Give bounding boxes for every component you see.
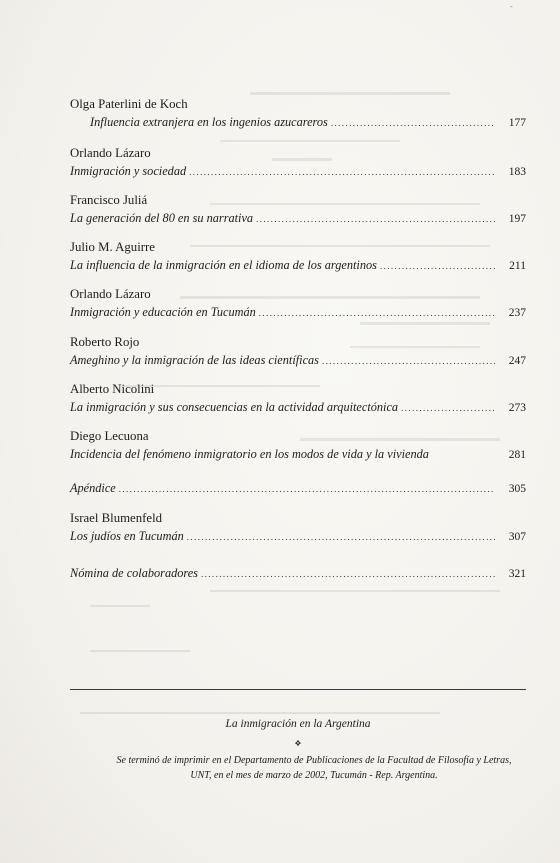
entry-author: Diego Lecuona [70,429,149,443]
entry-page-number: 247 [508,355,526,367]
ornament-icon: ❖ [294,739,302,748]
toc-entry [70,427,526,479]
toc-entry [70,191,526,238]
toc-entry [70,509,526,564]
toc-entry [70,479,526,509]
entry-page-number: 177 [508,117,526,129]
dot-leader [322,352,495,370]
dot-leader [259,304,495,322]
entry-title-row [70,303,526,321]
entry-title: Los judíos en Tucumán [70,529,184,543]
entry-title-row [70,209,526,227]
entry-title: La generación del 80 en su narrativa [70,211,254,225]
entry-title: Apéndice [70,481,116,495]
entry-title-row [70,162,526,180]
entry-page-number: 307 [508,531,526,543]
entry-title-row [70,398,526,416]
entry-page-number: 237 [508,307,526,319]
entry-title-row [70,113,526,131]
toc-entry [70,95,526,144]
entry-page-number: 183 [508,166,526,178]
entry-title: Incidencia del fenómeno inmigratorio en los modos de vida y la vivienda [70,447,429,461]
corner-mark: - [510,2,513,11]
colophon-rule [70,689,526,690]
dot-leader [401,399,495,417]
entry-author: Israel Blumenfeld [70,511,163,525]
entry-title: Ameghino y la inmigración de las ideas científicas [70,353,319,367]
colophon-book-title: La inmigración en la Argentina [225,718,371,730]
dot-leader [189,163,495,181]
colophon-imprint: Se terminó de imprimir en el Departamento de Publicaciones de la Facultad de Filosofía y Letras, UNT, en el mes de marzo de 2002, Tucumán - Rep. Argentina. [116,755,512,781]
entry-author: Alberto Nicolini [70,382,155,396]
toc-entry [70,238,526,285]
dot-leader [187,528,495,546]
table-of-contents [70,95,526,584]
entry-page-number: 321 [508,568,526,580]
entry-title-row [70,351,526,369]
entry-page-number: 273 [508,402,526,414]
entry-page-number: 211 [509,260,526,272]
entry-title-row [70,564,526,582]
entry-author: Roberto Rojo [70,335,140,349]
toc-entry [70,333,526,380]
entry-author: Orlando Lázaro [70,287,151,301]
entry-page-number: 281 [508,449,526,461]
dot-leader [331,114,495,132]
toc-entry [70,144,526,191]
entry-title: La inmigración y sus consecuencias en la actividad arquitectónica [70,400,399,414]
entry-title-row [70,445,526,463]
entry-title-row [70,527,526,545]
colophon [70,716,526,783]
dot-leader [201,565,495,583]
entry-title-row [70,256,526,274]
toc-entry [70,380,526,427]
entry-title: Inmigración y sociedad [70,164,187,178]
entry-title-row [70,479,526,497]
entry-author: Francisco Juliá [70,193,148,207]
entry-author: Olga Paterlini de Koch [70,97,188,111]
entry-page-number: 305 [508,483,526,495]
dot-leader [380,257,495,275]
entry-author: Julio M. Aguirre [70,240,155,254]
dot-leader [119,480,495,498]
entry-title: La influencia de la inmigración en el idioma de los argentinos [70,258,377,272]
toc-entry [70,564,526,584]
entry-author: Orlando Lázaro [70,146,151,160]
entry-title: Influencia extranjera en los ingenios azucareros [90,115,328,129]
entry-page-number: 197 [508,213,526,225]
toc-entry [70,285,526,333]
entry-title: Nómina de colaboradores [70,566,198,580]
entry-title: Inmigración y educación en Tucumán [70,305,256,319]
dot-leader [256,210,495,228]
